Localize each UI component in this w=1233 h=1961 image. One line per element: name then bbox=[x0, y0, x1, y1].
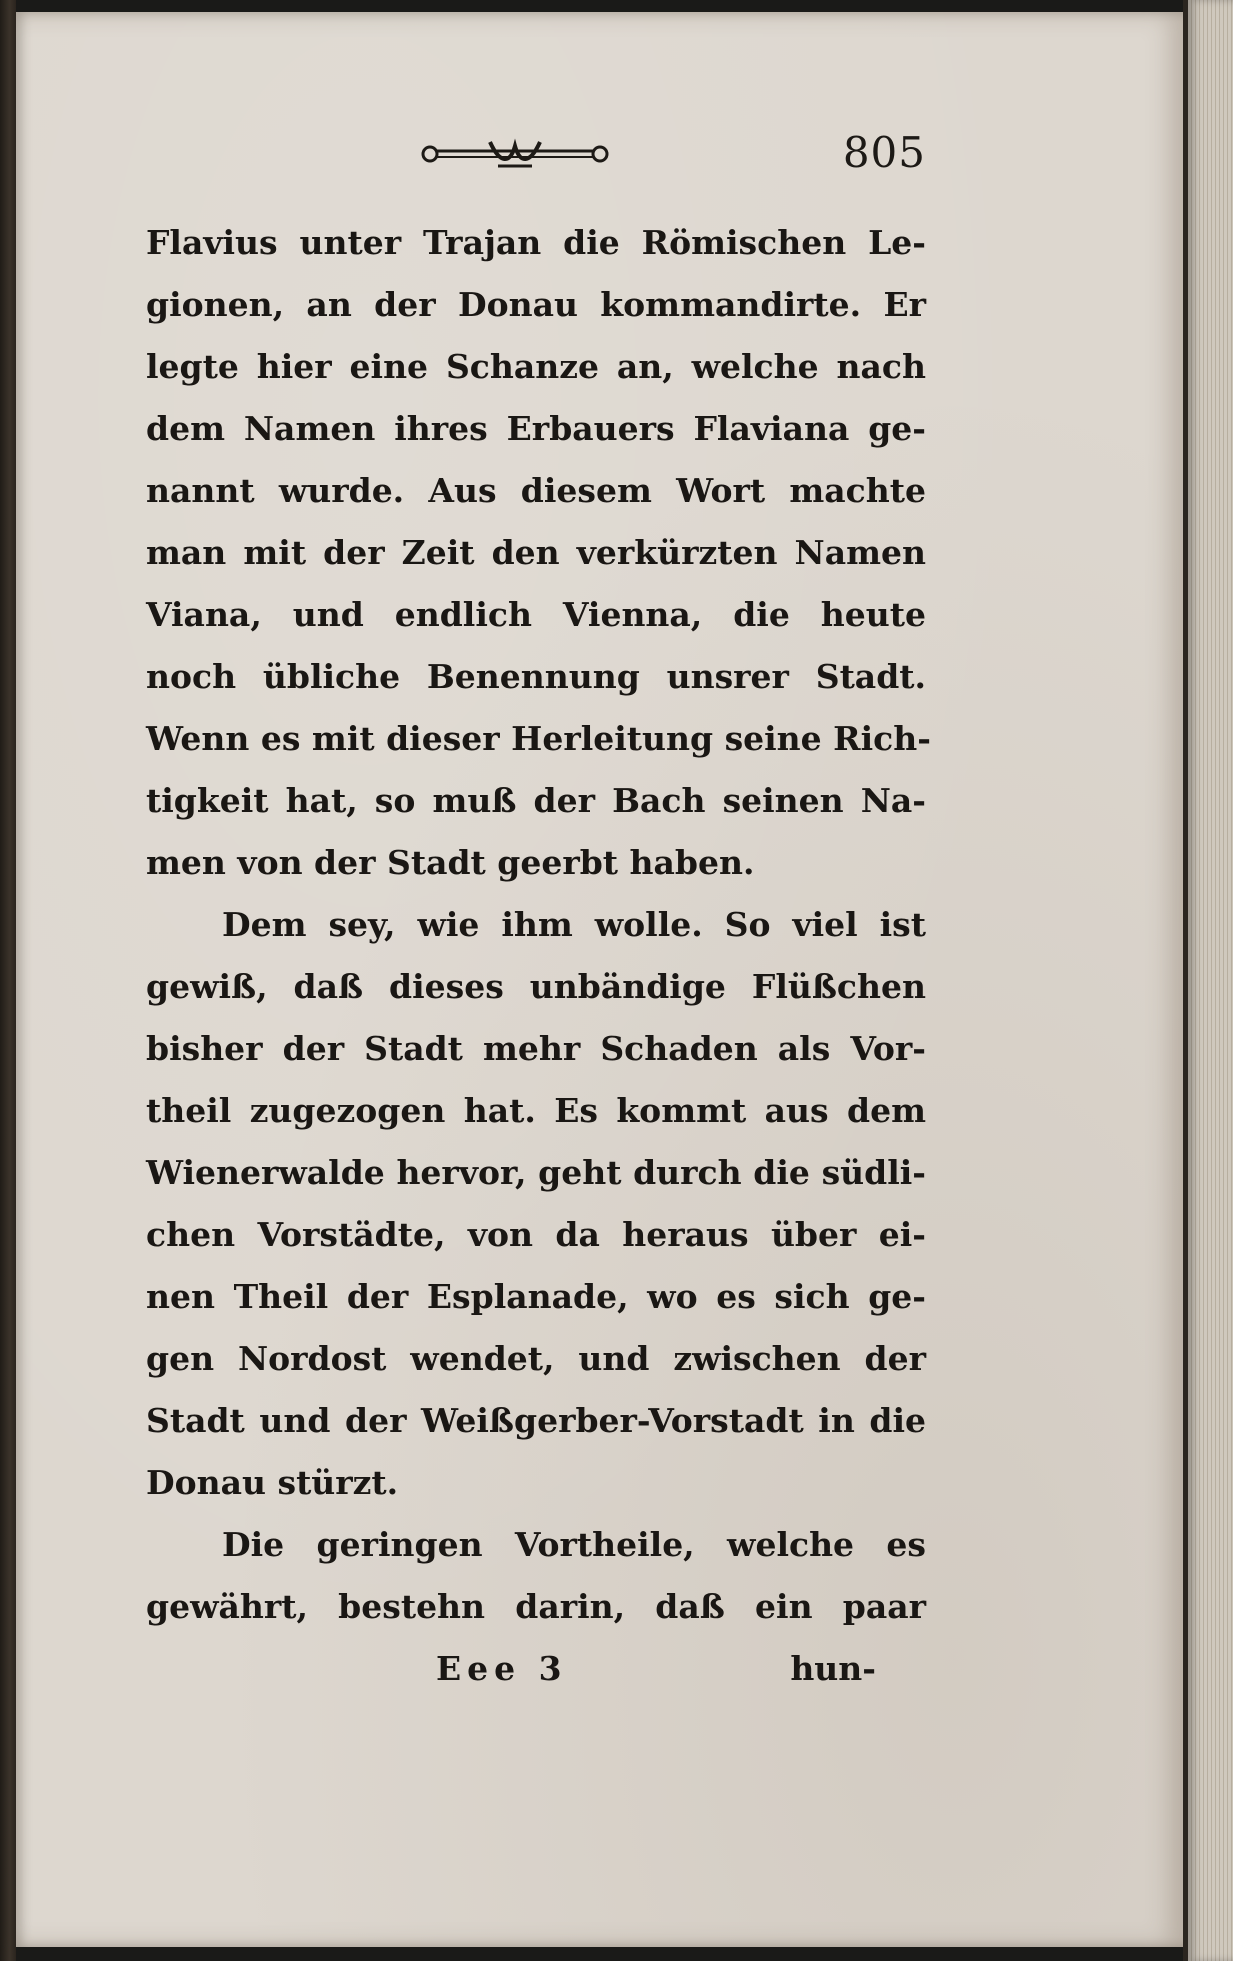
text-line: Die geringen Vortheile, welche es bbox=[222, 1525, 926, 1564]
text-line: gewiß, daß dieses unbändige Flüßchen bbox=[146, 967, 926, 1006]
text-line: Wienerwalde hervor, geht durch die südli- bbox=[146, 1153, 926, 1192]
body-text bbox=[146, 212, 931, 1638]
text-line: tigkeit hat, so muß der Bach seinen Na- bbox=[146, 781, 926, 820]
text-line: dem Namen ihres Erbauers Flaviana ge- bbox=[146, 409, 926, 448]
text-line: Wenn es mit dieser Herleitung seine Rich- bbox=[146, 719, 931, 758]
text-line: nannt wurde. Aus diesem Wort machte bbox=[146, 471, 926, 510]
text-line: nen Theil der Esplanade, wo es sich ge- bbox=[146, 1277, 926, 1316]
text-line: chen Vorstädte, von da heraus über ei- bbox=[146, 1215, 926, 1254]
text-line: Viana, und endlich Vienna, die heute bbox=[146, 595, 926, 634]
text-line: theil zugezogen hat. Es kommt aus dem bbox=[146, 1091, 926, 1130]
running-header bbox=[130, 128, 926, 188]
text-line: noch übliche Benennung unsrer Stadt. bbox=[146, 657, 926, 696]
text-line: gen Nordost wendet, und zwischen der bbox=[146, 1339, 926, 1378]
decorative-rule-icon bbox=[420, 134, 610, 174]
book-page-edges bbox=[1188, 0, 1233, 1961]
text-line: man mit der Zeit den verkürzten Namen bbox=[146, 533, 926, 572]
text-line: Donau stürzt. bbox=[146, 1463, 399, 1502]
text-line: legte hier eine Schanze an, welche nach bbox=[146, 347, 926, 386]
text-line: gionen, an der Donau kommandirte. Er bbox=[146, 285, 926, 324]
text-line: men von der Stadt geerbt haben. bbox=[146, 843, 755, 882]
text-line: Dem sey, wie ihm wolle. So viel ist bbox=[222, 905, 926, 944]
text-line: gewährt, bestehn darin, daß ein paar bbox=[146, 1587, 926, 1626]
catchword: hun- bbox=[790, 1649, 876, 1688]
text-line: Stadt und der Weißgerber-Vorstadt in die bbox=[146, 1401, 926, 1440]
text-line: bisher der Stadt mehr Schaden als Vor- bbox=[146, 1029, 926, 1068]
signature-mark: Eee 3 bbox=[436, 1649, 568, 1688]
book-binding bbox=[0, 0, 16, 1961]
page-footer bbox=[146, 1638, 926, 1700]
page-number: 805 bbox=[842, 128, 926, 177]
text-line: Flavius unter Trajan die Römischen Le- bbox=[146, 223, 926, 262]
